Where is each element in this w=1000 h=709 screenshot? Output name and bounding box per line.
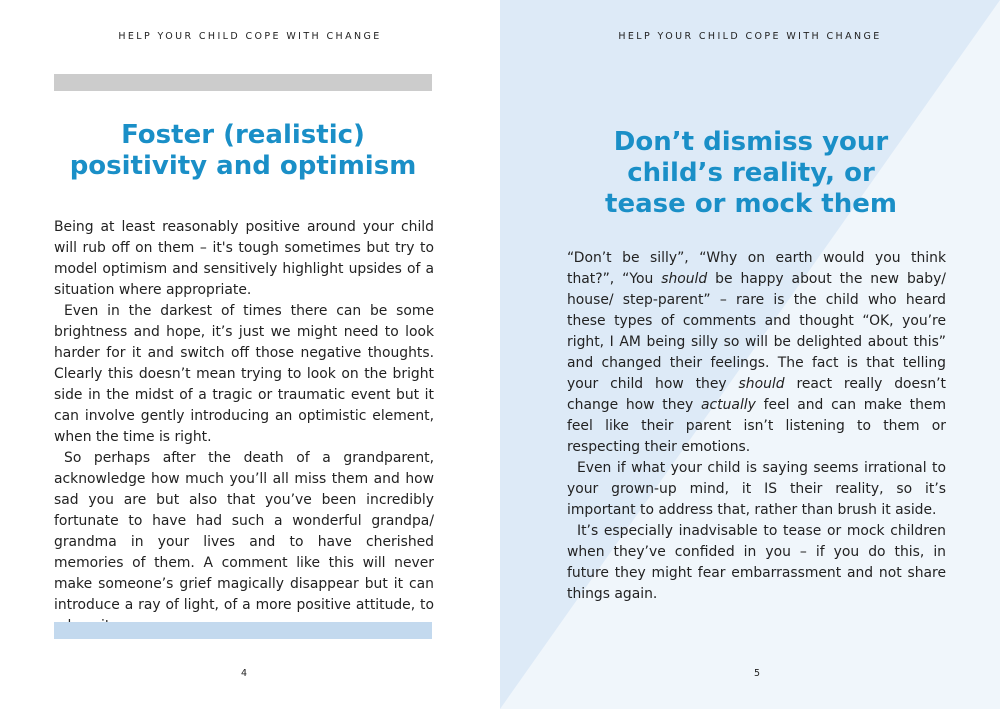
right-title-line-2: child’s reality, or: [627, 158, 875, 188]
right-title-line-1: Don’t dismiss your: [613, 127, 889, 157]
page-number-left: 4: [241, 668, 248, 679]
right-p1-emphasis-c: actually: [701, 397, 756, 413]
running-header-left: HELP YOUR CHILD COPE WITH CHANGE: [118, 31, 382, 42]
right-p1-text-c: react really doesn’t change how they: [567, 376, 946, 413]
left-title-line-2: positivity and optimism: [69, 151, 417, 181]
right-p1-text-b: be happy about the new baby/ house/ step-parent” – rare is the child who heard these types of comments and thought “OK, you’re right, I AM being silly so will be delighted about this” and changed their feelings. The fact is that telling your child how they: [567, 271, 946, 392]
left-title-line-1: Foster (realistic): [121, 120, 365, 150]
right-paragraph-3: It’s especially inadvisable to tease or mock children when they’ve confided in you – if you do this, in future they might fear embarrassment and not share things again.: [567, 523, 946, 602]
left-paragraph-1: Being at least reasonably positive around your child will rub off on them – it's tough sometimes but try to model optimism and sensitively highlight upsides of a situation where appropriate.: [54, 219, 434, 298]
right-page: [500, 0, 1000, 709]
left-paragraph-2: Even in the darkest of times there can be some brightness and hope, it’s just we might need to look harder for it and switch off those negative thoughts. Clearly this doesn’t mean trying to look on the bright side in the midst of a tragic or traumatic event but it can involve gently introducing an optimistic element, when the time is right.: [54, 303, 434, 445]
right-page-title: [554, 127, 948, 220]
left-paragraph-3: So perhaps after the death of a grandparent, acknowledge how much you’ll all miss them and how sad you are but also that you’ve been incredibly fortunate to have had such a wonderful grandpa/ grandma in your lives and to have cherished memories of them. A comment like this will never make someone’s grief magically disappear but it can introduce a ray of light, of a more positive attitude, to: [54, 450, 434, 613]
top-decorative-bar: [54, 74, 432, 91]
running-header-right: HELP YOUR CHILD COPE WITH CHANGE: [618, 31, 882, 42]
right-paragraph-1: [567, 248, 946, 458]
right-body-text: [567, 248, 946, 605]
page-number-right: 5: [754, 668, 761, 679]
right-p1-text-a: “Don’t be silly”, “Why on earth would you think that?”, “You: [567, 250, 946, 287]
right-p1-emphasis-b: should: [738, 376, 785, 392]
right-p1-text-d: feel and can make them feel like their parent isn’t listening to them or respecting their emotions.: [567, 397, 946, 455]
right-paragraph-2: Even if what your child is saying seems irrational to your grown-up mind, it IS their reality, so it’s important to address that, rather than brush it aside.: [567, 460, 946, 518]
right-p1-emphasis-a: should: [661, 271, 708, 287]
left-body-text: [54, 217, 434, 637]
right-title-line-3: tease or mock them: [605, 189, 897, 219]
bottom-decorative-bar: [54, 622, 432, 639]
left-page-title: [54, 120, 432, 182]
